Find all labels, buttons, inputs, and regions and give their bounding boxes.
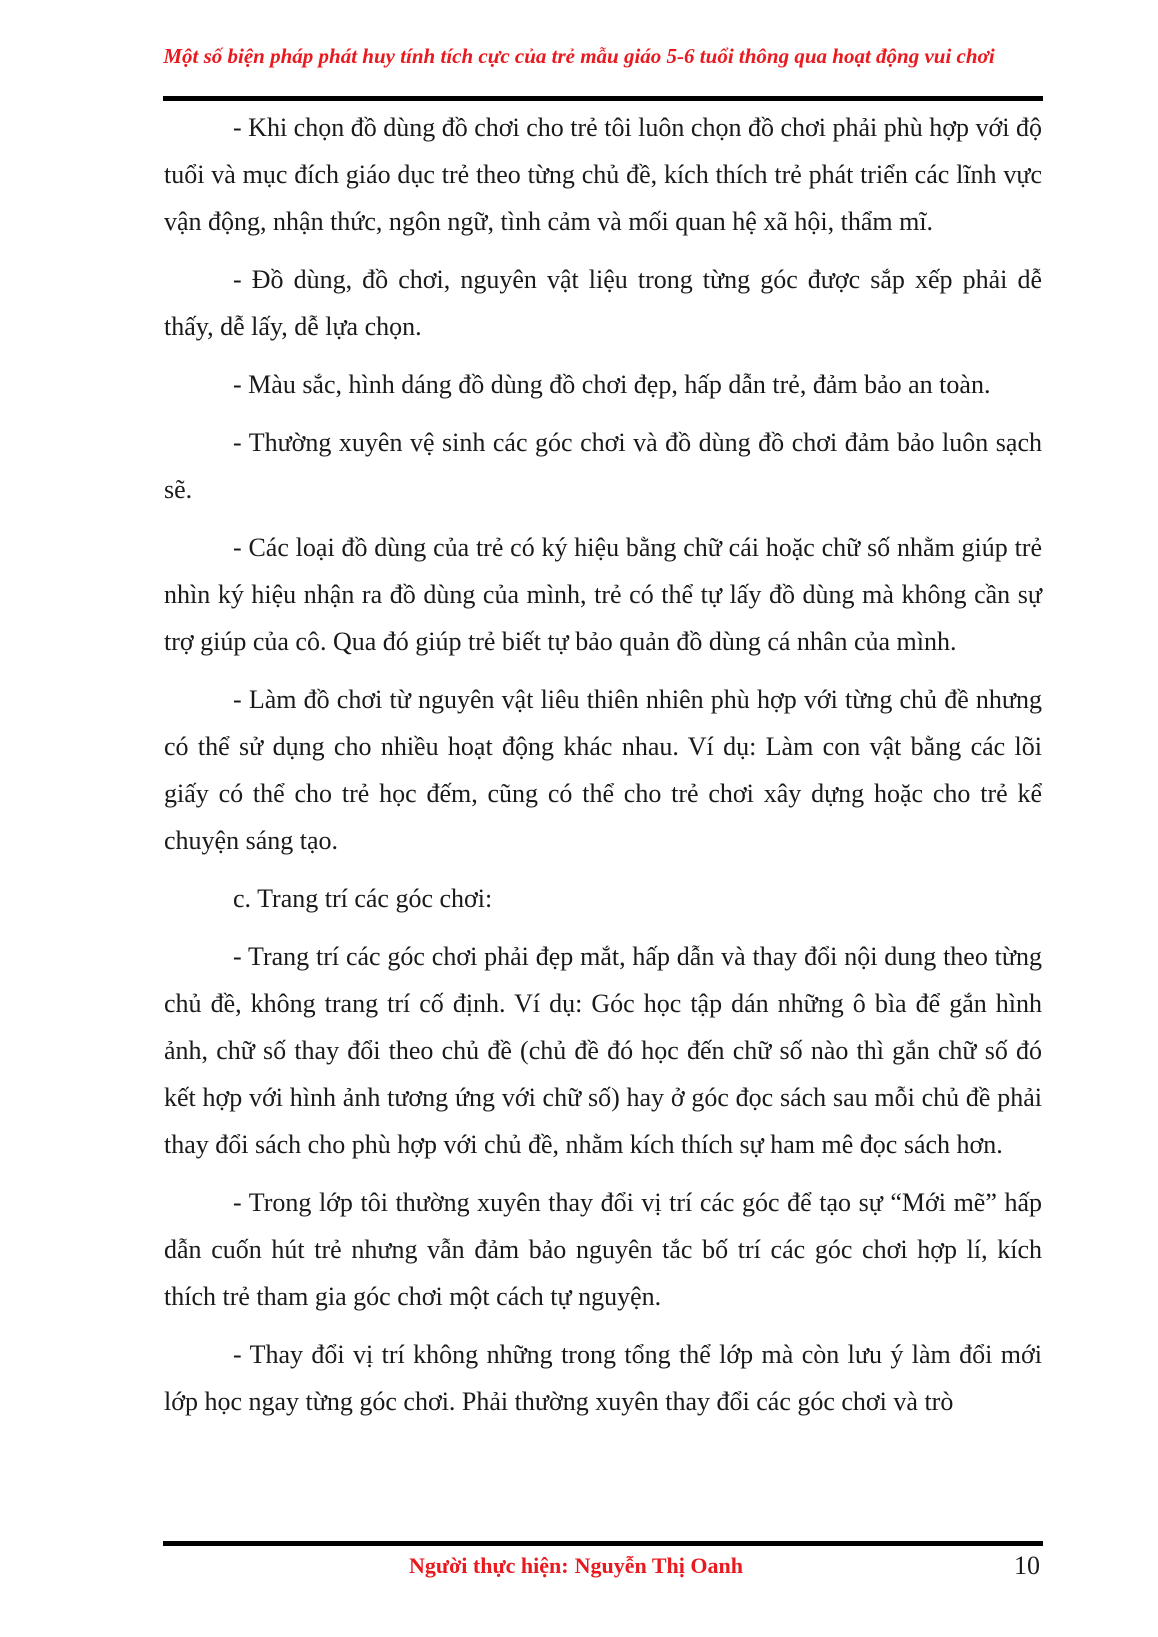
paragraph-1: - Khi chọn đồ dùng đồ chơi cho trẻ tôi luôn chọn đồ chơi phải phù hợp với độ tuổi và mục đích giáo dục trẻ theo từng chủ đề, kích thích trẻ phát triển các lĩnh vực vận động, nhận thức, ngôn ngữ, tình cảm và mối quan hệ xã hội, thẩm mĩ. xyxy=(164,113,1042,236)
paragraph-8: - Trong lớp tôi thường xuyên thay đổi vị trí các góc để tạo sự “Mới mẽ” hấp dẫn cuốn hút trẻ nhưng vẫn đảm bảo nguyên tắc bố trí các góc chơi hợp lí, kích thích trẻ tham gia góc chơi một cách tự nguyện. xyxy=(164,1188,1042,1311)
paragraph-6: - Làm đồ chơi từ nguyên vật liêu thiên nhiên phù hợp với từng chủ đề nhưng có thể sử dụng cho nhiều hoạt động khác nhau. Ví dụ: Làm con vật bằng các lõi giấy có thể cho trẻ học đếm, cũng có thể cho trẻ chơi xây dựng hoặc cho trẻ kể chuyện sáng tạo. xyxy=(164,685,1042,855)
footer-divider xyxy=(163,1541,1043,1546)
page-footer xyxy=(0,1553,1158,1593)
paragraph-7: - Trang trí các góc chơi phải đẹp mắt, hấp dẫn và thay đổi nội dung theo từng chủ đề, không trang trí cố định. Ví dụ: Góc học tập dán những ô bìa để gắn hình ảnh, chữ số thay đổi theo chủ đề (chủ đề đó học đến chữ số nào thì gắn chữ số đó kết hợp với hình ảnh tương ứng với chữ số) hay ở góc đọc sách sau mỗi chủ đề phải thay đổi sách cho phù hợp với chủ đề, nhằm kích thích sự ham mê đọc sách hơn. xyxy=(164,942,1042,1159)
paragraph-4: - Thường xuyên vệ sinh các góc chơi và đồ dùng đồ chơi đảm bảo luôn sạch sẽ. xyxy=(164,428,1042,504)
paragraph-2: - Đồ dùng, đồ chơi, nguyên vật liệu trong từng góc được sắp xếp phải dễ thấy, dễ lấy, dễ lựa chọn. xyxy=(164,265,1042,341)
section-heading: c. Trang trí các góc chơi: xyxy=(233,884,493,913)
document-body xyxy=(164,104,1042,1425)
paragraph-5: - Các loại đồ dùng của trẻ có ký hiệu bằng chữ cái hoặc chữ số nhằm giúp trẻ nhìn ký hiệu nhận ra đồ dùng của mình, trẻ có thể tự lấy đồ dùng mà không cần sự trợ giúp của cô. Qua đó giúp trẻ biết tự bảo quản đồ dùng cá nhân của mình. xyxy=(164,533,1042,656)
header-divider xyxy=(163,96,1043,101)
paragraph-9: - Thay đổi vị trí không những trong tổng thể lớp mà còn lưu ý làm đổi mới lớp học ngay từng góc chơi. Phải thường xuyên thay đổi các góc chơi và trò xyxy=(164,1340,1042,1416)
author-name: Nguyễn Thị Oanh xyxy=(574,1553,743,1578)
page-header-title: Một số biện pháp phát huy tính tích cực của trẻ mẫu giáo 5-6 tuổi thông qua hoạt động vui chơi xyxy=(163,44,995,68)
paragraph-3: - Màu sắc, hình dáng đồ dùng đồ chơi đẹp, hấp dẫn trẻ, đảm bảo an toàn. xyxy=(233,370,991,399)
author-label: Người thực hiện: xyxy=(409,1553,569,1578)
page-number: 10 xyxy=(1014,1551,1040,1580)
footer-author xyxy=(409,1553,743,1579)
